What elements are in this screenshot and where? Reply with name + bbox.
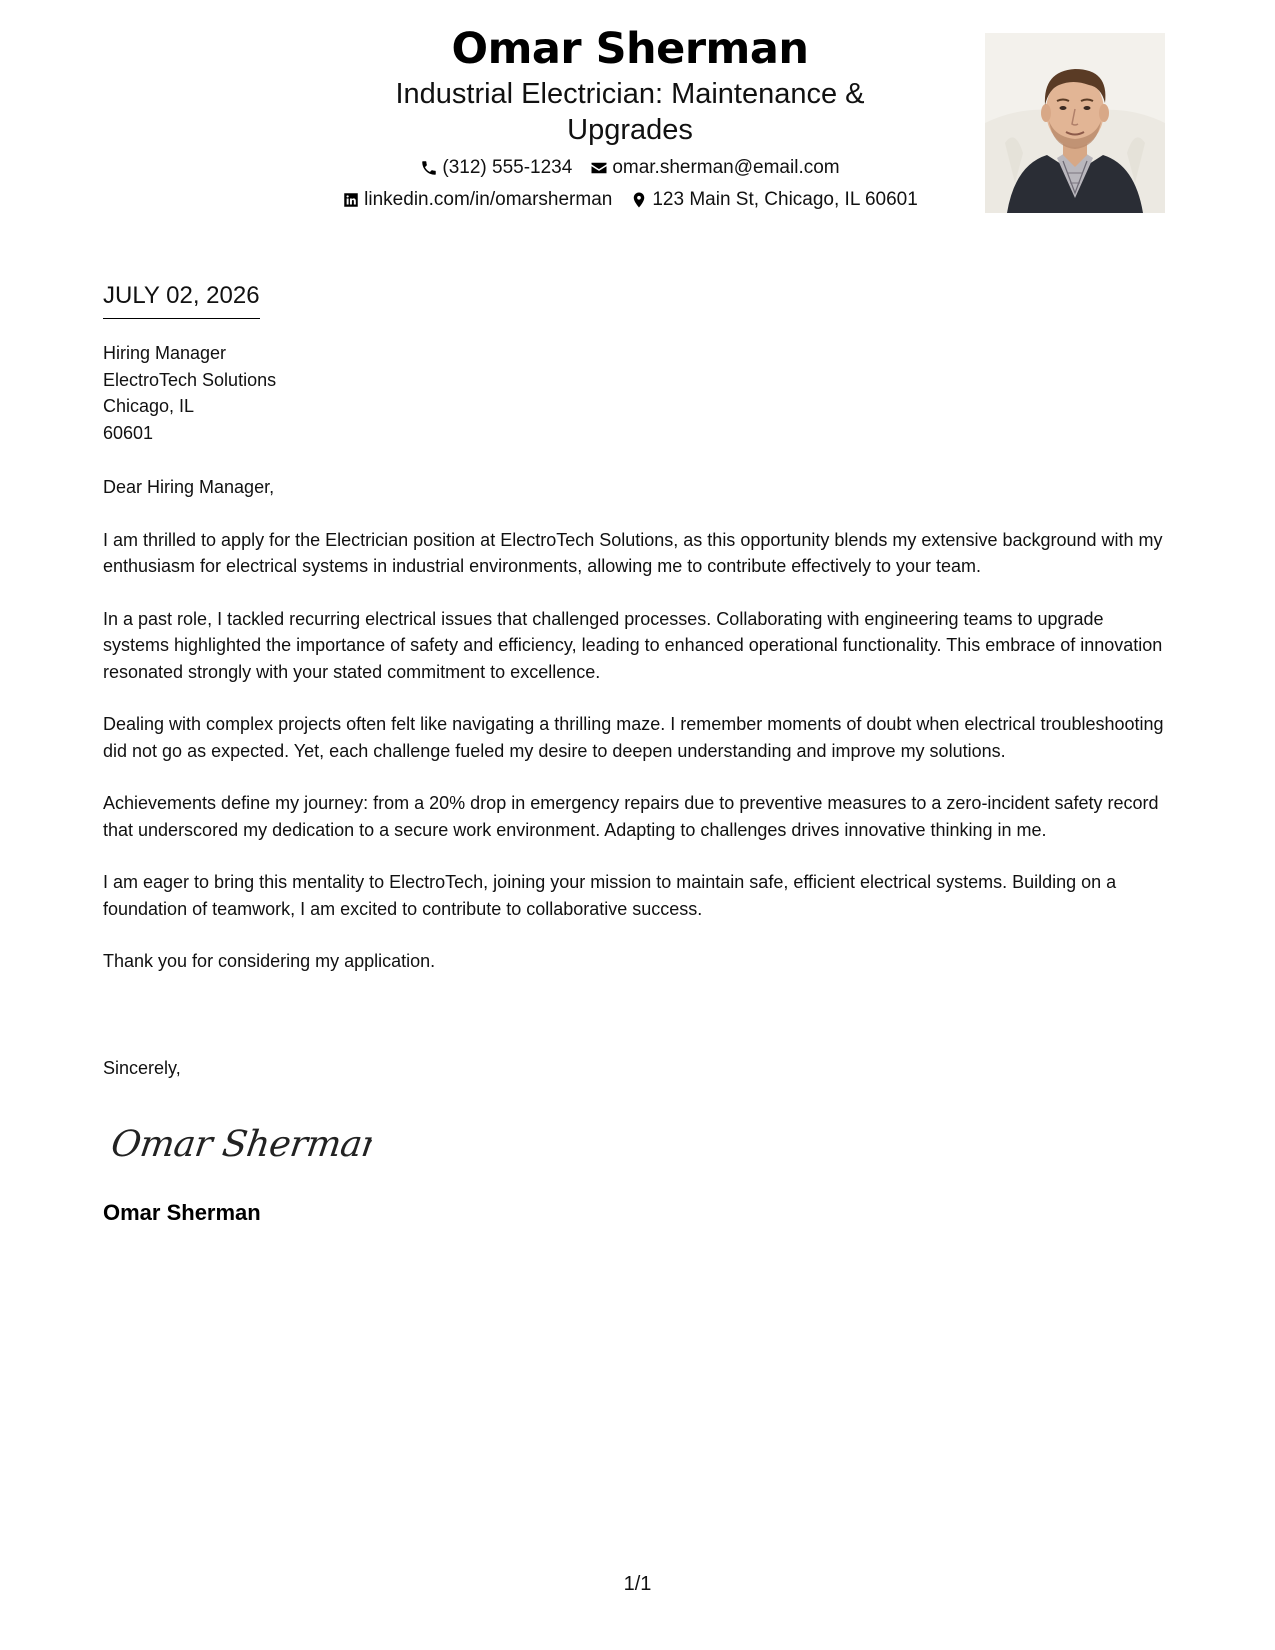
linkedin-icon — [342, 191, 360, 209]
recipient-zip: 60601 — [103, 422, 154, 443]
recipient-city: Chicago, IL — [103, 396, 195, 416]
applicant-name: Omar Sherman — [451, 24, 809, 74]
job-title: Industrial Electrician: Maintenance & Upgrades — [395, 78, 865, 146]
page-number: 1/1 — [623, 1573, 652, 1595]
phone-icon — [420, 159, 438, 177]
map-pin-icon — [630, 191, 648, 209]
recipient-company: ElectroTech Solutions — [103, 369, 277, 390]
envelope-icon — [590, 159, 608, 177]
address-contact — [630, 187, 917, 213]
profile-photo — [985, 33, 1165, 213]
paragraph-intro: I am thrilled to apply for the Electrician position at ElectroTech Solutions, as this opportunity blends my extensive background with my enthusiasm for electrical systems in industrial environments, allowing me to contribute effectively to your team. — [103, 529, 1163, 576]
letter-date: JULY 02, 2026 — [103, 280, 260, 319]
paragraph-achievements: Achievements define my journey: from a 20% drop in emergency repairs due to preventive measures to a zero-incident safety record that underscored my dedication to a secure work environment. Adapting to challenges drives innovative thinking in me. — [103, 793, 1159, 840]
header-info — [330, 22, 930, 213]
letter-body — [103, 474, 1173, 1001]
contact-line-1 — [330, 155, 930, 181]
paragraph-past-role: In a past role, I tackled recurring electrical issues that challenged processes. Collaborating with engineering teams to upgrade systems highlighted the importance of safety and efficiency, leading to enhanced operational functionality. This embrace of innovation resonated strongly with your stated commitment to excellence. — [103, 608, 1163, 682]
handwritten-signature — [112, 1112, 372, 1172]
linkedin-contact[interactable] — [342, 187, 612, 213]
signature-text: Omar Sherman — [112, 1122, 372, 1165]
signer-name: Omar Sherman — [103, 1200, 261, 1225]
recipient-block — [103, 340, 276, 446]
phone-text: (312) 555-1234 — [442, 157, 573, 178]
phone-contact — [420, 155, 572, 181]
email-contact[interactable] — [590, 155, 839, 181]
paragraph-motivation: I am eager to bring this mentality to ElectroTech, joining your mission to maintain safe, efficient electrical systems. Building on a foundation of teamwork, I am excited to contribute to collaborative success. — [103, 872, 1117, 919]
closing: Sincerely, — [103, 1058, 181, 1078]
recipient-title: Hiring Manager — [103, 343, 227, 363]
contact-line-2 — [330, 187, 930, 213]
linkedin-text[interactable]: linkedin.com/in/omarsherman — [364, 189, 613, 210]
address-text: 123 Main St, Chicago, IL 60601 — [652, 189, 918, 210]
paragraph-thanks: Thank you for considering my application. — [103, 951, 436, 971]
email-text[interactable]: omar.sherman@email.com — [612, 157, 840, 178]
salutation: Dear Hiring Manager, — [103, 477, 275, 497]
letter-header — [0, 0, 1275, 230]
paragraph-challenges: Dealing with complex projects often felt like navigating a thrilling maze. I remember moments of doubt when electrical troubleshooting did not go as expected. Yet, each challenge fueled my desire to deepen understanding and improve my solutions. — [103, 714, 1164, 761]
